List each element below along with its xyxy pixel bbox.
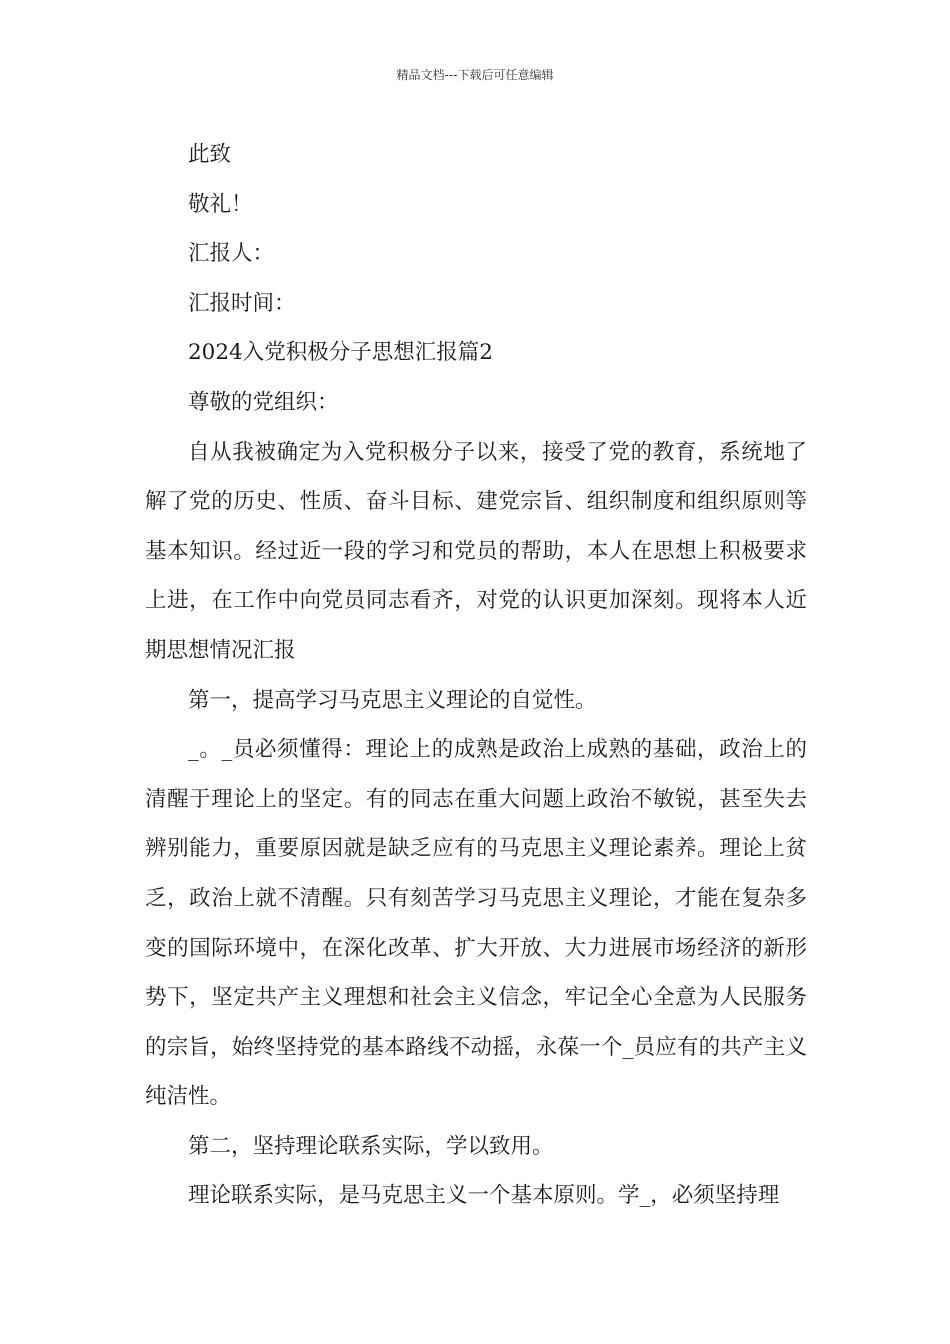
point-heading: 第一，提高学习马克思主义理论的自觉性。 <box>188 687 597 713</box>
salutation-line: 敬礼！ <box>188 191 253 217</box>
report-date-line: 汇报时间： <box>188 290 296 316</box>
reporter-line: 汇报人： <box>188 241 275 267</box>
document-body <box>145 130 807 1221</box>
body-paragraph: 自从我被确定为入党积极分子以来，接受了党的教育，系统地了解了党的历史、性质、奋斗目标、建党宗旨、组织制度和组织原则等基本知识。经过近一段的学习和党员的帮助，本人在思想上积极要求上进，在工作中向党员同志看齐，对党的认识更加深刻。现将本人近期思想情况汇报 <box>145 439 807 663</box>
page-header: 精品文档---下载后可任意编辑 <box>396 68 554 82</box>
body-paragraph: 理论联系实际，是马克思主义一个基本原则。学_，必须坚持理 <box>188 1183 780 1209</box>
closing-line: 此致 <box>188 142 232 167</box>
point-heading: 第二，坚持理论联系实际，学以致用。 <box>188 1133 554 1159</box>
section-title: 2024入党积极分子思想汇报篇2 <box>188 340 493 366</box>
greeting-line: 尊敬的党组织： <box>188 389 339 415</box>
body-paragraph: _。_员必须懂得：理论上的成熟是政治上成熟的基础，政治上的清醒于理论上的坚定。有的同志在重大问题上政治不敏锐，甚至失去辨别能力，重要原因就是缺乏应有的马克思主义理论素养。理论上贫乏，政治上就不清醒。只有刻苦学习马克思主义理论，才能在复杂多变的国际环境中，在深化改革、扩大开放、大力进展市场经济的新形势下，坚定共产主义理想和社会主义信念，牢记全心全意为人民服务的宗旨，始终坚持党的基本路线不动摇，永葆一个_员应有的共产主义纯洁性。 <box>145 737 807 1110</box>
